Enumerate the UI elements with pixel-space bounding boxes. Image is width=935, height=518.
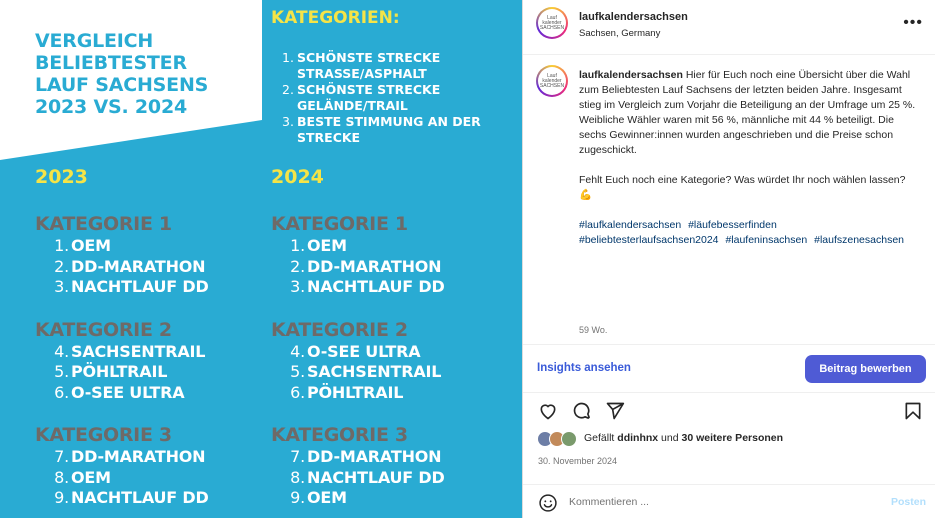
title-line: LAUF SACHSENS bbox=[35, 74, 209, 96]
category-definition: 1. SCHÖNSTE STRECKE STRASSE/ASPHALT bbox=[282, 50, 441, 81]
category-block bbox=[271, 318, 511, 404]
bookmark-icon[interactable] bbox=[903, 401, 923, 421]
ranking-item: 3. NACHTLAUF DD bbox=[54, 277, 209, 296]
ranking-item: 2. DD-MARATHON bbox=[290, 256, 442, 276]
hashtag-link[interactable]: #läufebesserfinden bbox=[688, 219, 777, 231]
category-title: KATEGORIE 3 bbox=[35, 424, 172, 446]
category-block bbox=[35, 318, 275, 404]
header-username[interactable]: laufkalendersachsen bbox=[579, 11, 688, 23]
category-definition: 3. BESTE STIMMUNG AN DER STRECKE bbox=[282, 114, 481, 145]
profile-avatar[interactable] bbox=[536, 7, 568, 39]
ranking-item: 9. OEM bbox=[290, 488, 347, 507]
category-title: KATEGORIE 3 bbox=[271, 424, 408, 446]
post-header bbox=[523, 0, 935, 55]
ranking-list bbox=[271, 447, 511, 509]
ranking-item: 8. NACHTLAUF DD bbox=[290, 467, 445, 487]
promote-post-button[interactable]: Beitrag bewerben bbox=[805, 355, 926, 383]
post-date: 30. November 2024 bbox=[538, 456, 618, 466]
comment-icon[interactable] bbox=[572, 401, 592, 421]
ranking-item: 6. PÖHLTRAIL bbox=[290, 382, 404, 402]
hashtag-link[interactable]: #laufkalendersachsen bbox=[579, 219, 682, 231]
caption-avatar[interactable] bbox=[536, 65, 568, 97]
ranking-list bbox=[271, 342, 511, 404]
insights-bar bbox=[523, 345, 935, 393]
emoji-icon[interactable] bbox=[538, 493, 558, 513]
post-location[interactable]: Sachsen, Germany bbox=[579, 28, 661, 39]
title-line: BELIEBTESTER bbox=[35, 52, 187, 74]
view-insights-link[interactable]: Insights ansehen bbox=[537, 362, 631, 374]
liker-username[interactable]: ddinhnx bbox=[617, 432, 659, 444]
category-block bbox=[271, 423, 511, 509]
ranking-item: 4. O-SEE ULTRA bbox=[290, 341, 421, 361]
action-bar bbox=[523, 393, 935, 425]
logo-icon: Lauf kalender SACHSEN bbox=[538, 9, 566, 37]
category-block bbox=[35, 212, 275, 298]
category-definitions bbox=[282, 50, 512, 146]
year-label: 2024 bbox=[271, 166, 324, 188]
categories-heading: KATEGORIEN: bbox=[271, 8, 400, 28]
category-block bbox=[35, 423, 275, 509]
ranking-list bbox=[35, 342, 275, 404]
ranking-item: 5. PÖHLTRAIL bbox=[54, 362, 168, 381]
share-icon[interactable] bbox=[605, 401, 625, 421]
avatar bbox=[561, 431, 577, 447]
ranking-item: 1. OEM bbox=[54, 236, 111, 255]
ranking-item: 3. NACHTLAUF DD bbox=[290, 277, 445, 296]
caption-paragraph: laufkalendersachsen Hier für Euch noch eine Übersicht über die Wahl zum Beliebtesten Lauf Sachsens der letzten beiden Jahre. Insgesamt stieg im Vergleich zum Vorjahr die Beteiligung an der Umfrage um 25 %. Weibliche Wähler waren mit 56 %, männliche mit 44 % beteiligt. Die sechs Gewinner:innen wurden angeschrieben und die Preise schon zugeschickt. bbox=[579, 69, 916, 156]
ranking-item: 9. NACHTLAUF DD bbox=[54, 488, 209, 507]
infographic-title bbox=[35, 30, 255, 118]
caption-area bbox=[523, 55, 935, 345]
more-horizontal-icon[interactable]: ••• bbox=[903, 14, 923, 31]
year-label: 2023 bbox=[35, 166, 88, 188]
ranking-item: 4. SACHSENTRAIL bbox=[54, 341, 206, 361]
comment-input[interactable] bbox=[569, 491, 869, 513]
category-block bbox=[271, 212, 511, 298]
ranking-item: 7. DD-MARATHON bbox=[54, 447, 206, 466]
likers-link[interactable]: 30 weitere Personen bbox=[681, 432, 784, 444]
caption-text bbox=[579, 68, 919, 248]
category-definition: 2. SCHÖNSTE STRECKE GELÄNDE/TRAIL bbox=[282, 82, 441, 113]
post-comment-button[interactable]: Posten bbox=[890, 496, 926, 508]
post-side-panel bbox=[522, 0, 935, 518]
liker-avatars[interactable] bbox=[537, 431, 581, 447]
category-title: KATEGORIE 2 bbox=[271, 318, 408, 341]
caption-age: 59 Wo. bbox=[579, 325, 608, 335]
ranking-item: 7. DD-MARATHON bbox=[290, 447, 442, 466]
hashtag-link[interactable]: #beliebtesterlaufsachsen2024 bbox=[579, 234, 719, 246]
category-title: KATEGORIE 2 bbox=[35, 318, 172, 341]
year-column-2023 bbox=[35, 160, 275, 509]
year-column-2024 bbox=[271, 160, 511, 509]
ranking-item: 2. DD-MARATHON bbox=[54, 256, 206, 276]
hashtag-link[interactable]: #laufszenesachsen bbox=[814, 234, 905, 246]
hashtag-link[interactable]: #laufeninsachsen bbox=[725, 234, 808, 246]
caption-paragraph: Fehlt Euch noch eine Kategorie? Was würdet Ihr noch wählen lassen? 💪 bbox=[579, 174, 906, 201]
ranking-item: 8. OEM bbox=[54, 467, 111, 487]
heart-icon[interactable] bbox=[538, 401, 558, 421]
ranking-list bbox=[35, 236, 275, 298]
ranking-item: 5. SACHSENTRAIL bbox=[290, 362, 442, 381]
title-line: 2023 VS. 2024 bbox=[35, 96, 187, 118]
hashtag-list bbox=[579, 218, 919, 248]
title-line: VERGLEICH bbox=[35, 30, 154, 52]
ranking-item: 6. O-SEE ULTRA bbox=[54, 382, 185, 402]
ranking-list bbox=[35, 447, 275, 509]
ranking-list bbox=[271, 236, 511, 298]
category-title: KATEGORIE 1 bbox=[35, 213, 172, 235]
likes-row bbox=[523, 425, 935, 447]
comment-bar bbox=[523, 484, 935, 518]
likes-summary: Gefällt ddinhnx und 30 weitere Personen bbox=[584, 432, 784, 444]
logo-icon: Lauf kalender SACHSEN bbox=[538, 67, 566, 95]
ranking-item: 1. OEM bbox=[290, 236, 347, 255]
category-title: KATEGORIE 1 bbox=[271, 213, 408, 235]
caption-username[interactable]: laufkalendersachsen bbox=[579, 69, 683, 81]
